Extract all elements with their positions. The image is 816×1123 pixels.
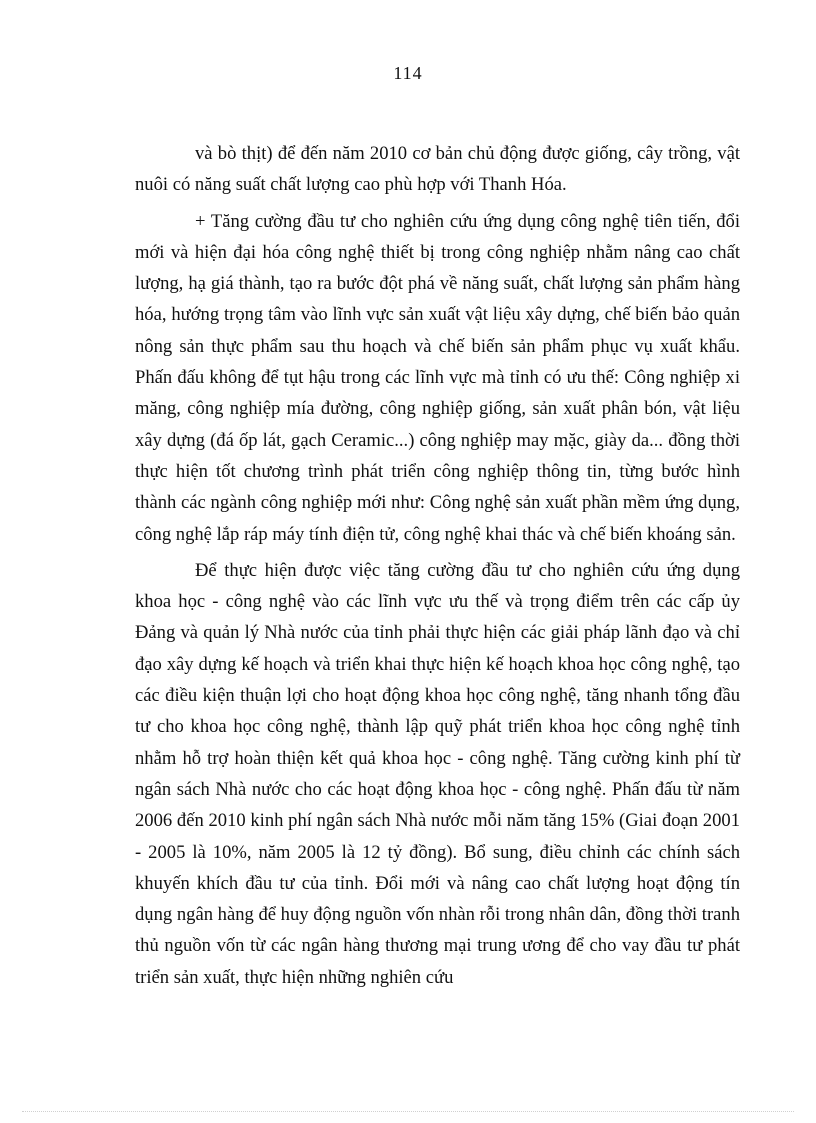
paragraph-continued: và bò thịt) để đến năm 2010 cơ bản chủ động được giống, cây trồng, vật nuôi có năng suất chất lượng cao phù hợp với Thanh Hóa.	[135, 143, 740, 196]
paragraph-technology-investment: + Tăng cường đầu tư cho nghiên cứu ứng dụng công nghệ tiên tiến, đổi mới và hiện đại hóa công nghệ thiết bị trong công nghiệp nhằm nâng cao chất lượng, hạ giá thành, tạo ra bước đột phá về năng suất, chất lượng sản phẩm hàng hóa, hướng trọng tâm vào lĩnh vực sản xuất vật liệu xây dựng, chế biến bảo quản nông sản thực phẩm sau thu hoạch và chế biến sản phẩm phục vụ xuất khẩu. Phấn đấu không để tụt hậu trong các lĩnh vực mà tỉnh có ưu thế: Công nghiệp xi măng, công nghiệp mía đường, công nghiệp giống, sản xuất phân bón, vật liệu xây dựng (đá ốp lát, gạch Ceramic...) công nghiệp may mặc, giày da... đồng thời thực hiện tốt chương trình phát triển công nghiệp thông tin, từng bước hình thành các ngành công nghiệp mới như: Công nghệ sản xuất phần mềm ứng dụng, công nghệ lắp ráp máy tính điện tử, công nghệ khai thác và chế biến khoáng sản.	[135, 210, 740, 545]
document-body	[135, 138, 740, 993]
page-number: 114	[393, 63, 423, 83]
page-bottom-divider	[22, 1111, 794, 1112]
paragraph-implementation-solutions: Để thực hiện được việc tăng cường đầu tư cho nghiên cứu ứng dụng khoa học - công nghệ vào các lĩnh vực ưu thế và trọng điểm trên các cấp ủy Đảng và quản lý Nhà nước của tỉnh phải thực hiện các giải pháp lãnh đạo và chỉ đạo xây dựng kế hoạch và triển khai thực hiện kế hoạch khoa học công nghệ, tạo các điều kiện thuận lợi cho hoạt động khoa học công nghệ, tăng nhanh tổng đầu tư cho khoa học công nghệ, thành lập quỹ phát triển khoa học công nghệ tỉnh nhằm hỗ trợ hoàn thiện kết quả khoa học - công nghệ. Tăng cường kinh phí từ ngân sách Nhà nước cho các hoạt động khoa học - công nghệ. Phấn đấu từ năm 2006 đến 2010 kinh phí ngân sách Nhà nước mỗi năm tăng 15% (Giai đoạn 2001 - 2005 là 10%, năm 2005 là 12 tỷ đồng). Bổ sung, điều chỉnh các chính sách khuyến khích đầu tư của tỉnh. Đổi mới và nâng cao chất lượng hoạt động tín dụng ngân hàng để huy động nguồn vốn nhàn rỗi trong nhân dân, đồng thời tranh thủ nguồn vốn từ các ngân hàng thương mại trung ương để cho vay đầu tư phát triển sản xuất, thực hiện những nghiên cứu	[135, 559, 740, 988]
